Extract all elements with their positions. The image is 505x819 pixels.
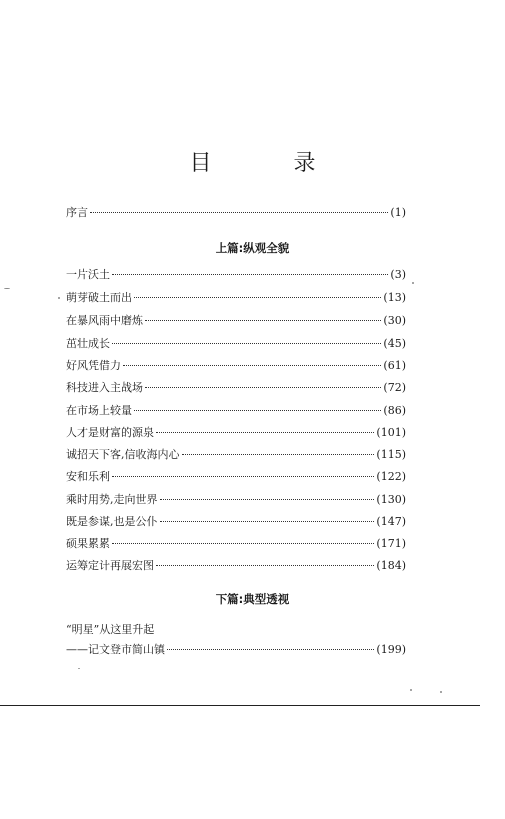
toc-entry-label: 科技进入主战场	[66, 381, 143, 394]
dot-leader	[156, 565, 374, 566]
toc-entry-label: 既是参谋,也是公仆	[66, 515, 158, 528]
toc-entry-label: 在市场上较量	[66, 404, 132, 417]
toc-entry-page: (72)	[383, 381, 406, 394]
toc-entry-label: 安和乐利	[66, 470, 110, 483]
toc-entry-page: (86)	[383, 404, 406, 417]
toc-entry-label: 萌芽破土而出	[66, 291, 132, 304]
toc-entry-page: (3)	[390, 268, 406, 281]
bottom-rule	[0, 705, 480, 706]
dot-leader	[145, 387, 381, 388]
dot-leader	[182, 454, 375, 455]
scan-speck	[58, 297, 60, 299]
toc-entry-preface[interactable]	[66, 206, 406, 220]
dot-leader	[156, 432, 374, 433]
toc-entry-label: 乘时用势,走向世界	[66, 493, 158, 506]
toc-entry-page: (115)	[376, 448, 406, 461]
toc-entry-page: (199)	[376, 643, 406, 656]
toc-entry-page: (61)	[383, 359, 406, 372]
toc-entry[interactable]	[66, 359, 406, 373]
scan-speck	[412, 282, 414, 284]
toc-entry-page: (45)	[383, 337, 406, 350]
dot-leader	[112, 476, 374, 477]
toc-entry-page: (184)	[376, 559, 406, 572]
dot-leader	[134, 410, 381, 411]
dot-leader	[160, 499, 375, 500]
toc-entry[interactable]	[66, 291, 406, 305]
dot-leader	[134, 297, 381, 298]
toc-entry-page: (171)	[376, 537, 406, 550]
toc-entry-page: (13)	[383, 291, 406, 304]
toc-entry[interactable]	[66, 559, 406, 573]
scan-speck	[410, 689, 412, 691]
toc-entry-page: (30)	[383, 314, 406, 327]
toc-entry-label: ——记文登市简山镇	[66, 643, 165, 656]
dot-leader	[145, 320, 381, 321]
section-heading-upper: 上篇:纵观全貌	[215, 241, 290, 255]
toc-entry[interactable]	[66, 381, 406, 395]
toc-entry-page: (130)	[376, 493, 406, 506]
scan-speck	[78, 668, 80, 669]
toc-entry-page: (101)	[376, 426, 406, 439]
toc-entry[interactable]	[66, 314, 406, 328]
toc-entry-page: (147)	[376, 515, 406, 528]
toc-entry-label: 好风凭借力	[66, 359, 121, 372]
toc-entry-label: 诚招天下客,信收海内心	[66, 448, 180, 461]
toc-entry[interactable]	[66, 268, 406, 282]
section-heading-lower: 下篇:典型透视	[215, 592, 290, 606]
scan-speck	[4, 288, 10, 289]
toc-entry-subtitle[interactable]	[66, 643, 406, 657]
toc-entry-label: 在暴风雨中磨炼	[66, 314, 143, 327]
toc-entry-title[interactable]: “明星”从这里升起	[66, 623, 155, 636]
toc-entry[interactable]	[66, 515, 406, 529]
toc-entry-label: 人才是财富的源泉	[66, 426, 154, 439]
toc-entry-label: 茁壮成长	[66, 337, 110, 350]
dot-leader	[90, 212, 388, 213]
toc-entry[interactable]	[66, 470, 406, 484]
toc-entry[interactable]	[66, 426, 406, 440]
toc-entry-page: (122)	[376, 470, 406, 483]
toc-entry-page: (1)	[390, 206, 406, 219]
toc-entry[interactable]	[66, 337, 406, 351]
toc-entry[interactable]	[66, 493, 406, 507]
toc-entry-label: 一片沃土	[66, 268, 110, 281]
page-title: 目 录	[189, 151, 346, 176]
toc-entry-label: 运筹定计再展宏图	[66, 559, 154, 572]
dot-leader	[112, 543, 374, 544]
dot-leader	[167, 649, 374, 650]
toc-entry-label: 硕果累累	[66, 537, 110, 550]
toc-entry[interactable]	[66, 448, 406, 462]
dot-leader	[123, 365, 381, 366]
toc-entry-label: 序言	[66, 206, 88, 219]
dot-leader	[112, 343, 381, 344]
dot-leader	[160, 521, 375, 522]
scan-speck	[440, 691, 442, 693]
dot-leader	[112, 274, 388, 275]
toc-entry[interactable]	[66, 404, 406, 418]
toc-entry[interactable]	[66, 537, 406, 551]
